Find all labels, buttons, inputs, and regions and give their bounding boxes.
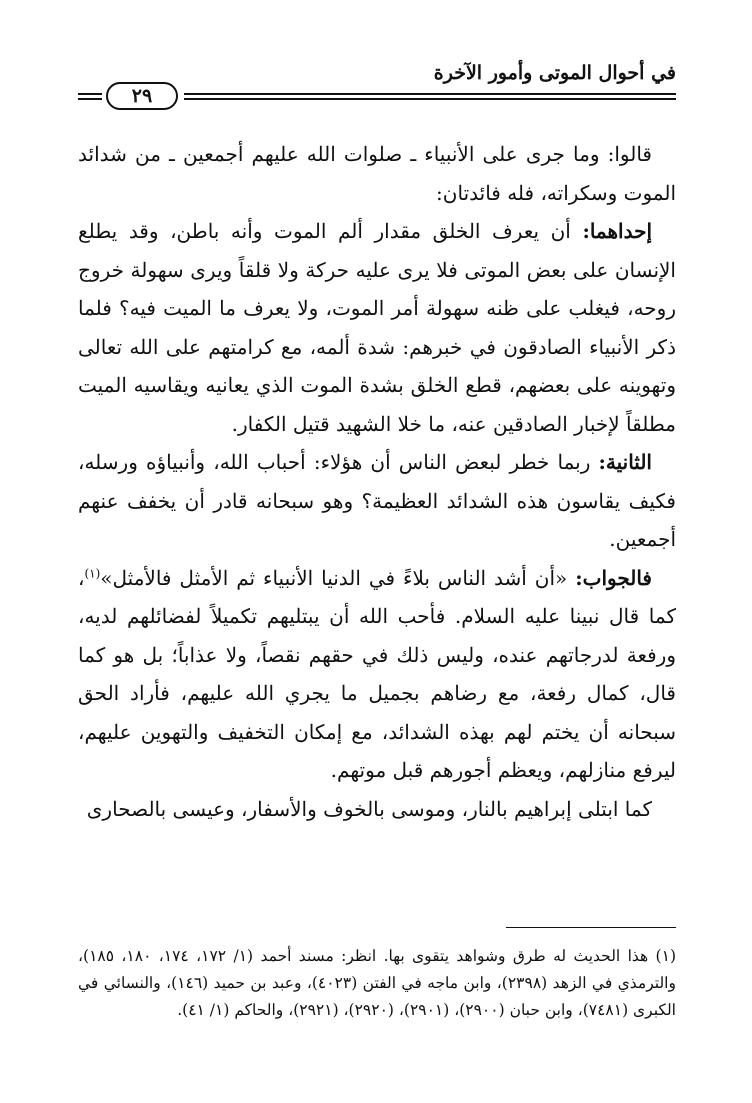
first-benefit-heading: إحداهما: — [582, 219, 652, 243]
paragraph-answer — [78, 559, 676, 790]
paragraph-first-benefit — [78, 212, 676, 443]
header-rule-bottom — [184, 98, 676, 100]
page-header — [78, 56, 676, 116]
footnote-1: (١) هذا الحديث له طرق وشواهد يتقوى بها. انظر: مسند أحمد (١/ ١٧٢، ١٧٤، ١٨٠، ١٨٥)، والترمذي في الزهد (٢٣٩٨)، وابن ماجه في الفتن (٤٠٢٣)، وعبد بن حميد (١٤٦)، والنسائي في الكبرى (٧٤٨١)، وابن حبان (٢٩٠٠)، (٢٩٠١)، (٢٩٢٠)، (٢٩٢١)، والحاكم (١/ ٤١). — [78, 947, 676, 1019]
paragraph-intro: قالوا: وما جرى على الأنبياء ـ صلوات الله عليهم أجمعين ـ من شدائد الموت وسكراته، فله فائدتان: — [78, 142, 676, 205]
running-title: في أحوال الموتى وأمور الآخرة — [433, 62, 676, 84]
footnotes — [78, 943, 676, 1024]
header-rule-short-bottom — [78, 98, 102, 100]
footnote-separator — [506, 927, 676, 928]
answer-heading: فالجواب: — [575, 565, 652, 590]
first-benefit-text: أن يعرف الخلق مقدار ألم الموت وأنه باطن، وقد يطلع الإنسان على بعض الموتى فلا يرى عليه حركة ولا قلقاً ويرى سهولة خروج روحه، فيغلب على ظنه سهولة أمر الموت، ولا يعرف ما الميت فيه؟ فلما ذكر الأنبياء الصادقون في خبرهم: شدة ألمه، مع كرامتهم على الله تعالى وتهوينه على بعضهم، قطع الخلق بشدة الموت الذي يعانيه ويقاسيه الميت مطلقاً لإخبار الصادقين عنه، ما خلا الشهيد قتيل الكفار. — [78, 219, 676, 436]
paragraph-second-benefit — [78, 443, 676, 559]
book-page — [78, 56, 676, 1056]
paragraph-examples: كما ابتلى إبراهيم بالنار، وموسى بالخوف والأسفار، وعيسى بالصحارى — [86, 796, 652, 821]
header-rule-top — [184, 93, 676, 95]
hadith-quote: «أن أشد الناس بلاءً في الدنيا الأنبياء ثم الأمثل فالأمثل» — [100, 565, 568, 590]
main-text — [78, 135, 676, 828]
answer-text: ، كما قال نبينا عليه السلام. فأحب الله أن يبتليهم تكميلاً لفضائلهم لديه، ورفعة لدرجاتهم عنده، وليس ذلك في حقهم نقصاً، ولا عذاباً؛ بل هو كما قال، كمال رفعة، مع رضاهم بجميل ما يجري الله عليهم، فأراد الحق سبحانه أن يختم لهم بهذه الشدائد، مع إمكان التخفيف والتهوين عليهم، ليرفع منازلهم، ويعظم أجورهم قبل موتهم. — [78, 565, 676, 782]
second-benefit-heading: الثانية: — [598, 450, 652, 474]
header-rule-short-top — [78, 93, 102, 95]
page-number: ٢٩ — [106, 82, 178, 110]
second-benefit-text: ربما خطر لبعض الناس أن هؤلاء: أحباب الله، وأنبياؤه ورسله، فكيف يقاسون هذه الشدائد العظيمة؟ وهو سبحانه قادر أن يخفف عنهم أجمعين. — [78, 450, 676, 551]
footnote-reference: (١) — [84, 565, 101, 580]
